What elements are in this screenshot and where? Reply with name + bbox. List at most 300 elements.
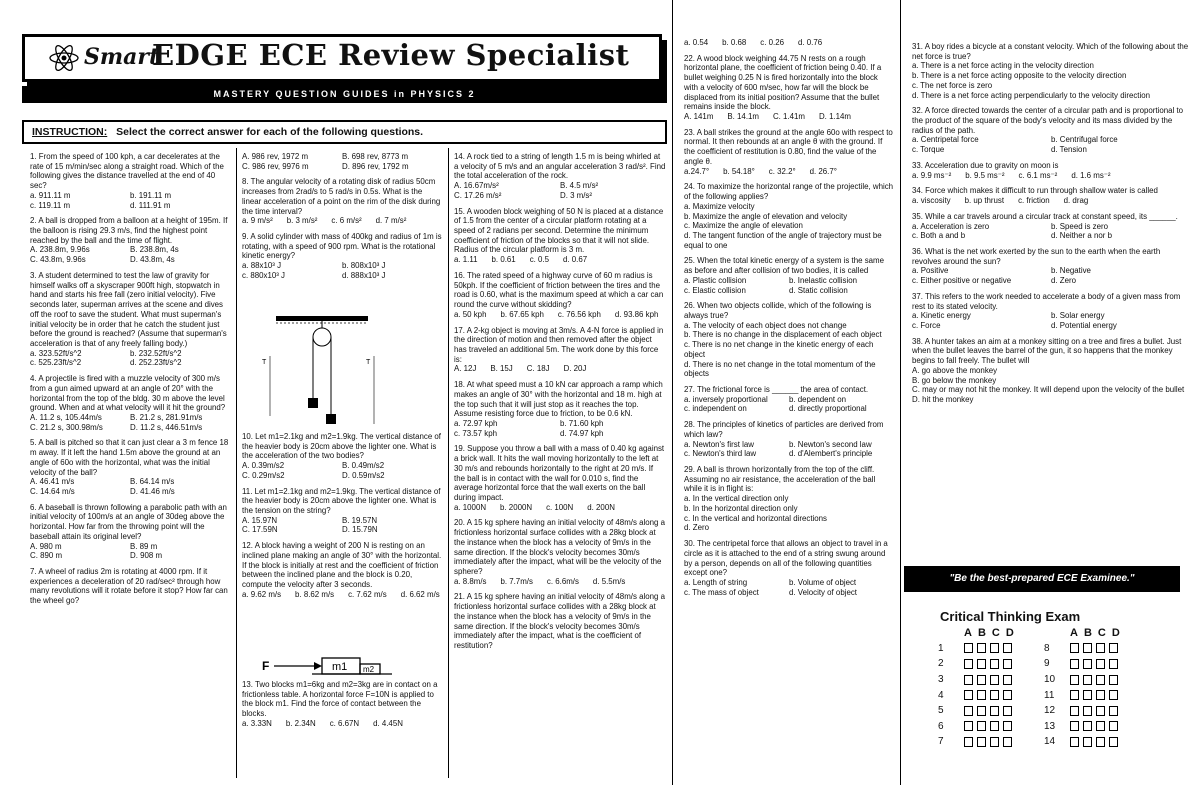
answer-choice[interactable]: D. 43.8m, 4s <box>130 255 175 265</box>
answer-choice[interactable]: B. 238.8m, 4s <box>130 245 179 255</box>
question-text: 37. This refers to the work needed to accelerate a body of a given mass from rest to its stated velocity. <box>912 291 1181 311</box>
answer-choice[interactable]: d. 252.23ft/s^2 <box>130 358 182 368</box>
choices <box>684 112 894 122</box>
question <box>242 487 442 536</box>
answer-choice[interactable]: B. 89 m <box>130 541 158 551</box>
answer-choice[interactable]: B. go below the monkey <box>912 375 997 385</box>
answer-choice[interactable]: b. 8.62 m/s <box>295 589 335 599</box>
answer-choice[interactable]: b. Solar energy <box>1051 311 1105 321</box>
answer-bubble[interactable] <box>1109 643 1118 653</box>
force-label: F <box>262 659 270 673</box>
answer-bubble[interactable] <box>990 675 999 685</box>
answer-bubble[interactable] <box>1083 643 1092 653</box>
answer-choice[interactable]: c. 880x10³ J <box>242 270 285 280</box>
answer-choice[interactable]: d. 888x10³ J <box>342 270 386 280</box>
answer-choice[interactable]: b. Volume of object <box>789 577 857 587</box>
answer-choice[interactable]: a. Maximize velocity <box>684 201 755 211</box>
answer-choice[interactable]: b. 3 m/s² <box>286 216 318 226</box>
question <box>242 541 442 599</box>
answer-choice[interactable]: D. 1.14m <box>818 112 851 122</box>
answer-bubble[interactable] <box>1083 706 1092 716</box>
answer-choice[interactable]: b. Inelastic collision <box>789 275 857 285</box>
choices <box>30 542 230 561</box>
tension-label: T <box>366 359 371 366</box>
answer-choice[interactable]: c. The mass of object <box>684 587 759 597</box>
answer-choice[interactable]: b. There is a net force acting opposite to the velocity direction <box>912 71 1127 81</box>
answer-choice[interactable]: a. 911.11 m <box>30 190 71 200</box>
answer-bubble[interactable] <box>1096 675 1105 685</box>
answer-bubble[interactable] <box>1003 675 1012 685</box>
answer-bubble[interactable] <box>1109 706 1118 716</box>
answer-bubble[interactable] <box>1096 706 1105 716</box>
answer-choice[interactable]: b. dependent on <box>789 394 847 404</box>
choices <box>30 245 230 264</box>
answer-bubble[interactable] <box>1070 690 1079 700</box>
answer-choice[interactable]: c. 7.62 m/s <box>348 589 387 599</box>
answer-number: 5 <box>938 705 944 717</box>
answer-choice[interactable]: C. 1.41m <box>772 112 805 122</box>
answer-choice[interactable]: A. 980 m <box>30 541 62 551</box>
column-4 <box>684 38 894 783</box>
answer-bubble[interactable] <box>977 690 986 700</box>
answer-choice[interactable]: b. 808x10³ J <box>342 261 386 271</box>
answer-choice[interactable]: a. Centripetal force <box>912 135 979 145</box>
answer-choice[interactable]: A. 11.2 s, 105.44m/s <box>30 412 102 422</box>
answer-choice[interactable]: C. 18J <box>526 364 550 374</box>
question-text: 2. A ball is dropped from a balloon at a height of 195m. If the balloon is rising 29.3 m/s, find the highest point reached by the ball and the time of flight. <box>30 216 228 245</box>
answer-choice[interactable]: c. friction <box>1018 196 1050 206</box>
answer-choice[interactable]: c. 6.67N <box>329 718 360 728</box>
answer-choice[interactable]: B. 698 rev, 8773 m <box>342 152 409 161</box>
answer-choice[interactable]: c. Maximize the angle of elevation <box>684 221 803 231</box>
choices <box>912 222 1190 241</box>
choices <box>684 395 894 414</box>
answer-bubble[interactable] <box>990 659 999 669</box>
answer-choice[interactable]: a. 1.11 <box>454 255 478 265</box>
question-text: 9. A solid cylinder with mass of 400kg and radius of 1m is rotating, with a speed of 900 rpm. What is the rotational kinetic energy? <box>242 232 442 261</box>
answer-choice[interactable]: c. 0.26 <box>760 38 784 47</box>
answer-number: 10 <box>1044 674 1056 686</box>
answer-bubble[interactable] <box>1003 706 1012 716</box>
answer-choice[interactable]: A. 12J <box>454 364 477 374</box>
answer-number: 13 <box>1044 720 1056 732</box>
answer-choice[interactable]: c. 0.5 <box>529 255 549 265</box>
answer-choice[interactable]: D. 0.59m/s2 <box>342 470 385 480</box>
answer-row <box>1044 719 1126 735</box>
answer-choice[interactable]: d. 4.45N <box>373 718 403 728</box>
answer-bubble[interactable] <box>977 721 986 731</box>
question <box>242 177 442 226</box>
question-text: 34. Force which makes it difficult to run through shallow water is called <box>912 186 1158 196</box>
answer-choice[interactable]: C. may or may not hit the monkey. It will depend upon the velocity of the bullet <box>912 385 1185 395</box>
column-divider <box>448 148 449 778</box>
answer-choice[interactable]: B. 14.1m <box>727 112 759 122</box>
answer-choice[interactable]: C. 14.64 m/s <box>30 487 75 496</box>
answer-choice[interactable]: d. Tension <box>1051 145 1087 155</box>
question-text: 18. At what speed must a 10 kN car approach a ramp which makes an angle of 30° with the horizontal and 18 m. high at the top such that it will just stop as it reaches the top. Assume resisting force due to friction, to be 0.6 kN. <box>454 380 663 419</box>
answer-choice[interactable]: d. d'Alembert's principle <box>789 449 873 459</box>
answer-choice[interactable]: d. 0.67 <box>563 255 588 265</box>
question-text: 38. A hunter takes an aim at a monkey sitting on a tree and fires a bullet. Just when the bullet leaves the barrel of the gun, it so happens that the monkey begins to fall freely. The bullet will <box>912 336 1182 366</box>
question-text: 6. A baseball is thrown following a parabolic path with an initial velocity of 100m/s at an angle of 30deg above the horizontal. How far from the throwing point will the baseball attain its original level? <box>30 502 227 541</box>
column-2-bottom <box>242 680 442 780</box>
answer-choice[interactable]: D. 11.2 s, 446.51m/s <box>130 422 203 432</box>
answer-choice[interactable]: B. 4.5 m/s² <box>560 181 599 191</box>
answer-bubble[interactable] <box>1070 675 1079 685</box>
answer-bubble[interactable] <box>1083 675 1092 685</box>
answer-choice[interactable]: A. 986 rev, 1972 m <box>242 152 309 161</box>
answer-choice[interactable]: C. 17.59N <box>242 525 278 535</box>
answer-choice[interactable]: b. 54.18° <box>723 166 755 176</box>
answer-choice[interactable]: D. 896 rev, 1792 m <box>342 161 409 171</box>
answer-choice[interactable]: B. 0.49m/s2 <box>342 461 385 471</box>
answer-choice[interactable]: C. 17.26 m/s² <box>454 190 502 200</box>
answer-choice[interactable]: b. 191.11 m <box>130 190 172 200</box>
question-text: 13. Two blocks m1=6kg and m2=3kg are in contact on a frictionless table. A horizontal force F=10N is applied to the block m1. Find the force of contact between the blocks. <box>242 680 438 719</box>
answer-row <box>1044 703 1126 719</box>
answer-choice[interactable]: a. inversely proportional <box>684 394 768 404</box>
answer-bubble[interactable] <box>1083 690 1092 700</box>
question <box>684 301 894 379</box>
choices <box>684 578 894 597</box>
answer-choice[interactable]: A. 46.41 m/s <box>30 477 75 487</box>
choices <box>242 152 442 171</box>
choices <box>30 349 230 368</box>
answer-choice[interactable]: A. 0.39m/s2 <box>242 461 285 471</box>
answer-bubble[interactable] <box>964 737 973 747</box>
column-5 <box>912 42 1190 562</box>
answer-choice[interactable]: b. 7.7m/s <box>500 576 533 586</box>
answer-choice[interactable]: b. up thrust <box>964 196 1005 206</box>
answer-number: 12 <box>1044 705 1056 717</box>
answer-choice[interactable]: A. 16.67m/s² <box>454 181 499 191</box>
answer-choice[interactable]: c. Elastic collision <box>684 285 746 295</box>
answer-choice[interactable]: c. Both a and b <box>912 231 966 241</box>
choices <box>30 191 230 210</box>
answer-choice[interactable]: c. 6 m/s² <box>331 216 362 226</box>
question <box>30 216 230 265</box>
answer-bubble[interactable] <box>1070 721 1079 731</box>
answer-bubble[interactable] <box>964 706 973 716</box>
answer-choice[interactable]: D. 20J <box>563 364 587 374</box>
answer-choice[interactable]: d. There is a net force acting perpendicularly to the velocity direction <box>912 90 1151 100</box>
question-text: 31. A boy rides a bicycle at a constant velocity. Which of the following about the net force is true? <box>912 42 1189 61</box>
answer-choice[interactable]: a. There is a net force acting in the velocity direction <box>912 61 1094 71</box>
answer-choice[interactable]: d. 74.97 kph <box>560 428 604 438</box>
answer-choice[interactable]: b. 9.5 ms⁻² <box>965 170 1005 180</box>
answer-bubble[interactable] <box>1003 737 1012 747</box>
question <box>454 207 666 265</box>
answer-choice[interactable]: a. 72.97 kph <box>454 418 498 428</box>
answer-choice[interactable]: a. Positive <box>912 266 949 276</box>
question <box>912 106 1190 155</box>
answer-choice[interactable]: d. Potential energy <box>1051 320 1117 330</box>
answer-bubble[interactable] <box>1003 690 1012 700</box>
answer-bubble[interactable] <box>1083 737 1092 747</box>
answer-bubble[interactable] <box>990 737 999 747</box>
answer-bubble[interactable] <box>1070 706 1079 716</box>
question-text: 11. Let m1=2.1kg and m2=1.9kg. The vertical distance of the heavier body is 20cm above the lighter one. What is the tension on the string? <box>242 486 441 516</box>
answer-bubble[interactable] <box>1109 737 1118 747</box>
answer-choice[interactable]: b. 2.34N <box>285 718 316 728</box>
answer-choice[interactable]: c. 119.11 m <box>30 200 71 210</box>
answer-choice[interactable]: c. 525.23ft/s^2 <box>30 358 82 368</box>
answer-choice[interactable]: c. 32.2° <box>768 166 796 176</box>
answer-choice[interactable]: a. viscosity <box>912 196 951 206</box>
answer-bubble[interactable] <box>1070 737 1079 747</box>
question <box>912 42 1190 100</box>
answer-choice[interactable]: a.24.7° <box>684 166 710 176</box>
answer-choice[interactable]: a. 9.9 ms⁻² <box>912 170 952 180</box>
answer-choice[interactable]: c. The net force is zero <box>912 80 993 90</box>
answer-choice[interactable]: a. 0.54 <box>684 38 709 47</box>
subtitle-bar: MASTERY QUESTION GUIDES in PHYSICS 2 <box>22 86 667 103</box>
answer-choice[interactable]: d. Velocity of object <box>789 587 857 597</box>
answer-choice[interactable]: B. 19.57N <box>342 515 378 525</box>
answer-choice[interactable]: a. 323.52ft/s^2 <box>30 348 82 358</box>
answer-bubble[interactable] <box>990 690 999 700</box>
question-text: 14. A rock tied to a string of length 1.5 m is being whirled at a velocity of 5 m/s and an angular acceleration 3 rad/s². Find the total acceleration of the rock. <box>454 152 666 181</box>
answer-choice[interactable]: a. In the vertical direction only <box>684 494 789 504</box>
answer-row <box>1044 656 1126 672</box>
answer-choice[interactable]: a. 88x10³ J <box>242 261 282 271</box>
answer-choice[interactable]: C. 21.2 s, 300.98m/s <box>30 422 103 432</box>
answer-choice[interactable]: c. 73.57 kph <box>454 428 497 438</box>
choices <box>242 590 442 600</box>
answer-choice[interactable]: A. go above the monkey <box>912 365 998 375</box>
answer-choice[interactable]: b. 0.68 <box>722 38 747 47</box>
answer-choice[interactable]: d. 7 m/s² <box>375 216 407 226</box>
answer-bubble[interactable] <box>1109 675 1118 685</box>
answer-choice[interactable]: A. 15.97N <box>242 515 278 525</box>
question-text: 10. Let m1=2.1kg and m2=1.9kg. The vertical distance of the heavier body is 20cm above the lighter one. What is the acceleration of the two bodies? <box>242 432 441 461</box>
answer-choice[interactable]: C. 986 rev, 9976 m <box>242 161 309 171</box>
answer-bubble[interactable] <box>1096 643 1105 653</box>
answer-choice[interactable]: a. Kinetic energy <box>912 311 971 321</box>
answer-choice[interactable]: D. 908 m <box>130 551 163 561</box>
answer-choice[interactable]: b. Negative <box>1051 266 1091 276</box>
answer-bubble[interactable] <box>990 721 999 731</box>
answer-choice[interactable]: A. 238.8m, 9.96s <box>30 245 90 255</box>
answer-choice[interactable]: a. 9.62 m/s <box>242 589 282 599</box>
answer-row <box>938 734 1020 750</box>
answer-number: 1 <box>938 642 944 654</box>
answer-choice[interactable]: b. There is no change in the displacement of each object <box>684 330 882 340</box>
question-text: 4. A projectile is fired with a muzzle velocity of 300 m/s from a gun aimed upward at an angle of 20° with the horizontal from the top of the bldg. 30 m above the level ground. When and at what velocity will it hit the ground? <box>30 374 226 413</box>
answer-choice[interactable]: a. 9 m/s² <box>242 216 273 226</box>
answer-choice[interactable]: c. Torque <box>912 145 945 155</box>
answer-choice[interactable]: c. 6.1 ms⁻² <box>1018 170 1058 180</box>
answer-choice[interactable]: d. Zero <box>684 523 709 533</box>
question-text: 23. A ball strikes the ground at the angle 60o with respect to normal. It then rebounds at an angle θ with the ground. If the coefficient of restitution is 0.80, find the value of the angle θ. <box>684 127 893 166</box>
answer-row <box>938 656 1020 672</box>
answer-choice[interactable]: d. 5.5m/s <box>592 576 626 586</box>
answer-bubble[interactable] <box>1070 659 1079 669</box>
question <box>684 128 894 177</box>
answer-choice[interactable]: C. 43.8m, 9.96s <box>30 255 86 265</box>
question-text: 12. A block having a weight of 200 N is resting on an inclined plane making an angle of 30° with the horizontal. If the block is initially at rest and the coefficient of friction between the inclined plane and the block is 0.20, compute the velocity after 3 seconds. <box>242 541 442 590</box>
answer-bubble[interactable] <box>1096 690 1105 700</box>
question-text: 17. A 2-kg object is moving at 3m/s. A 4-N force is applied in the direction of motion and then removed after the object has traveled an additional 5m. The work done by this force is: <box>454 325 664 364</box>
answer-row <box>1044 641 1126 657</box>
answer-bubble[interactable] <box>977 737 986 747</box>
answer-bubble[interactable] <box>964 643 973 653</box>
answer-choice[interactable]: a. 1000N <box>454 502 487 512</box>
choices <box>242 261 442 280</box>
instruction-label: INSTRUCTION: <box>32 126 108 138</box>
answer-choice[interactable]: b. 0.61 <box>491 255 516 265</box>
question <box>912 292 1190 331</box>
answer-number: 8 <box>1044 642 1050 654</box>
answer-choice[interactable]: c. 6.6m/s <box>546 576 579 586</box>
answer-choice[interactable]: b. 71.60 kph <box>560 418 604 428</box>
answer-header: ABCD <box>964 626 1020 639</box>
answer-choice[interactable]: b. Newton's second law <box>789 439 872 449</box>
answer-bubble[interactable] <box>1096 659 1105 669</box>
answer-choice[interactable]: a. The velocity of each object does not change <box>684 320 847 330</box>
answer-bubble[interactable] <box>977 643 986 653</box>
answer-bubble[interactable] <box>1083 659 1092 669</box>
answer-bubble[interactable] <box>990 706 999 716</box>
answer-choice[interactable]: b. 2000N <box>500 502 533 512</box>
choices <box>684 167 894 177</box>
answer-choice[interactable]: d. Static collision <box>789 285 848 295</box>
answer-choice[interactable]: d. 200N <box>587 502 615 512</box>
answer-bubble[interactable] <box>1109 721 1118 731</box>
answer-choice[interactable]: d. 6.62 m/s <box>400 589 440 599</box>
answer-row <box>1044 672 1126 688</box>
answer-choice[interactable]: a. Plastic collision <box>684 275 747 285</box>
answer-choice[interactable]: b. Maximize the angle of elevation and velocity <box>684 211 848 221</box>
question-text: 35. While a car travels around a circular track at constant speed, its ______. <box>912 211 1178 221</box>
answer-bubble[interactable] <box>964 690 973 700</box>
question <box>684 539 894 597</box>
answer-choice[interactable]: D. 3 m/s² <box>560 190 593 200</box>
question-text: 30. The centripetal force that allows an object to travel in a circle as it is attached to the end of a string swung around by a person, depends on all of the following quantities except one? <box>684 539 888 578</box>
answer-bubble[interactable] <box>977 706 986 716</box>
answer-choice[interactable]: D. hit the monkey <box>912 395 974 404</box>
column-1 <box>30 152 230 782</box>
answer-choice[interactable]: a. Newton's first law <box>684 439 754 449</box>
answer-choice[interactable]: d. 1.6 ms⁻² <box>1071 170 1111 180</box>
tension-label: T <box>262 359 267 366</box>
question-text: 22. A wood block weighing 44.75 N rests on a rough horizontal plane, the coefficient of friction being 0.40. If a bullet weighing 0.25 N is fired horizontally into the block with a velocity of 600 m/sec, how far will the block be displaced from its initial position? Assume that the bullet remains inside the block. <box>684 53 882 112</box>
answer-choice[interactable]: c. In the vertical and horizontal directions <box>684 513 827 523</box>
question <box>454 518 666 586</box>
answer-grid-left <box>938 625 1020 750</box>
answer-choice[interactable]: d. 26.7° <box>809 166 837 176</box>
answer-choice[interactable]: d. directly proportional <box>789 404 867 414</box>
choices <box>242 516 442 535</box>
question <box>242 232 442 281</box>
column-divider <box>900 0 901 785</box>
answer-choice[interactable]: d. drag <box>1063 196 1089 206</box>
answer-bubble[interactable] <box>1109 690 1118 700</box>
answer-bubble[interactable] <box>977 675 986 685</box>
answer-bubble[interactable] <box>964 659 973 669</box>
question-text: 32. A force directed towards the center of a circular path and is proportional to the product of the square of the body's velocity and its mass divided by the radius of the path. <box>912 106 1184 135</box>
answer-choice[interactable]: b. 232.52ft/s^2 <box>130 348 182 358</box>
answer-choice[interactable]: d. Zero <box>1051 276 1076 286</box>
answer-number: 11 <box>1044 689 1055 701</box>
question <box>454 152 666 201</box>
answer-choice[interactable]: c. independent on <box>684 404 747 414</box>
answer-choice[interactable]: c. Newton's third law <box>684 449 757 459</box>
answer-bubble[interactable] <box>1096 721 1105 731</box>
choices <box>454 310 666 320</box>
answer-bubble[interactable] <box>1003 721 1012 731</box>
answer-choice[interactable]: b. Centrifugal force <box>1051 135 1118 145</box>
mass-label: m2 <box>363 665 375 674</box>
column-2-top <box>242 152 442 312</box>
answer-bubble[interactable] <box>1003 659 1012 669</box>
answer-choice[interactable]: c. Force <box>912 320 941 330</box>
answer-choice[interactable]: D. 15.79N <box>342 525 378 535</box>
answer-bubble[interactable] <box>990 643 999 653</box>
answer-choice[interactable]: a. Acceleration is zero <box>912 221 990 231</box>
answer-choice[interactable]: c. 100N <box>546 502 574 512</box>
answer-choice[interactable]: c. Either positive or negative <box>912 276 1012 286</box>
brand-title: EDGE ECE Review Specialist <box>152 38 630 72</box>
answer-choice[interactable]: a. 50 kph <box>454 309 487 319</box>
choices <box>454 181 666 200</box>
answer-choice[interactable]: d. There is no net change in the total momentum of the objects <box>684 359 876 379</box>
answer-choice[interactable]: a. 8.8m/s <box>454 576 487 586</box>
choices <box>30 413 230 432</box>
answer-bubble[interactable] <box>964 721 973 731</box>
answer-grid-right <box>1044 625 1126 750</box>
answer-choice[interactable]: C. 0.29m/s2 <box>242 470 285 480</box>
answer-number: 4 <box>938 689 944 701</box>
answer-bubble[interactable] <box>1109 659 1118 669</box>
answer-choice[interactable]: b. 67.65 kph <box>500 309 544 319</box>
answer-choice[interactable]: a. 3.33N <box>242 718 272 728</box>
choices <box>454 364 666 374</box>
answer-choice[interactable]: C. 890 m <box>30 551 63 561</box>
answer-bubble[interactable] <box>977 659 986 669</box>
answer-choice[interactable]: d. The tangent function of the angle of trajectory must be equal to one <box>684 230 882 250</box>
answer-choice[interactable]: d. 111.91 m <box>130 200 171 210</box>
answer-choice[interactable]: b. In the horizontal direction only <box>684 503 798 513</box>
answer-choice[interactable]: D. 41.46 m/s <box>130 487 175 496</box>
question <box>30 374 230 432</box>
answer-number: 9 <box>1044 658 1050 670</box>
question <box>242 680 442 729</box>
answer-bubble[interactable] <box>1070 643 1079 653</box>
question <box>30 271 230 368</box>
answer-bubble[interactable] <box>964 675 973 685</box>
answer-choice[interactable]: d. 93.86 kph <box>614 309 659 319</box>
answer-choice[interactable]: B. 64.14 m/s <box>130 477 175 487</box>
answer-bubble[interactable] <box>1083 721 1092 731</box>
column-divider <box>236 148 237 778</box>
answer-choice[interactable]: B. 15J <box>490 364 513 374</box>
question <box>684 54 894 122</box>
instruction-box <box>22 120 667 144</box>
answer-choice[interactable]: d. 0.76 <box>797 38 823 47</box>
answer-choice[interactable]: b. Speed is zero <box>1051 221 1109 231</box>
answer-choice[interactable]: d. Neither a nor b <box>1051 231 1112 241</box>
answer-row <box>938 719 1020 735</box>
answer-choice[interactable]: a. Length of string <box>684 577 748 587</box>
answer-choice[interactable]: c. 76.56 kph <box>557 309 601 319</box>
answer-bubble[interactable] <box>1003 643 1012 653</box>
answer-choice[interactable]: c. There is no net change in the kinetic energy of each object <box>684 340 874 359</box>
answer-choice[interactable]: B. 21.2 s, 281.91m/s <box>130 412 203 422</box>
answer-bubble[interactable] <box>1096 737 1105 747</box>
pulley-figure <box>262 316 382 434</box>
answer-choice[interactable]: A. 141m <box>684 112 714 122</box>
